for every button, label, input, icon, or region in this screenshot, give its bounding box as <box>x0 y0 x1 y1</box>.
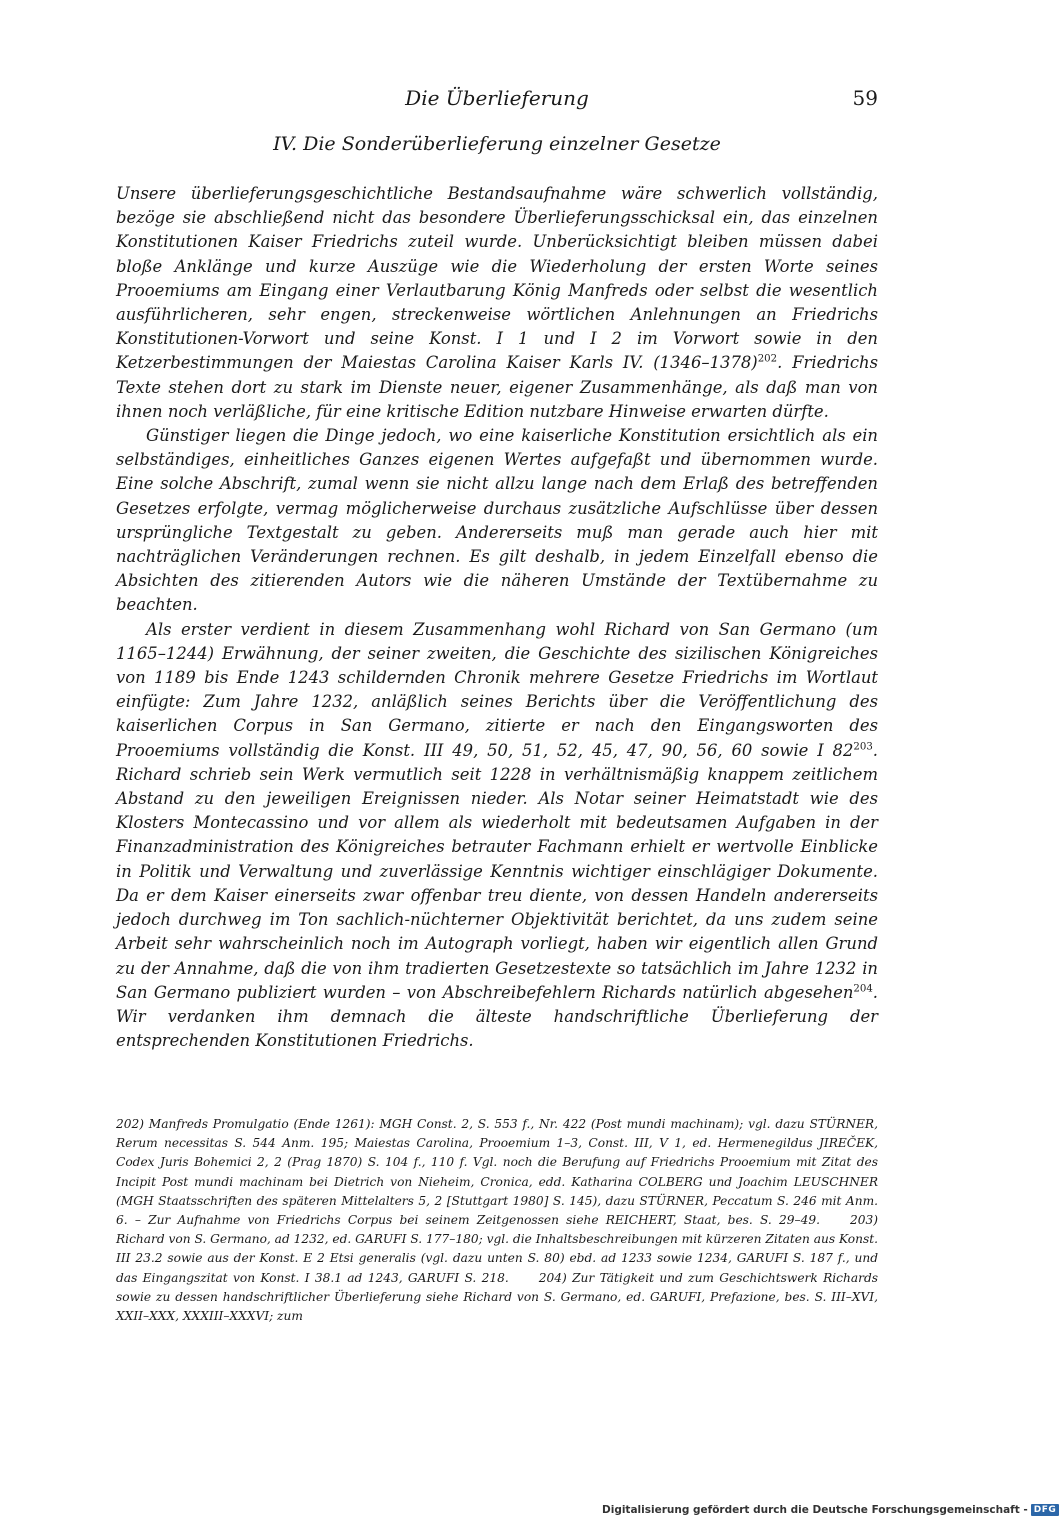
footnote-202: 202) Manfreds Promulgatio (Ende 1261): MGH Const. 2, S. 553 f., Nr. 422 (Post mundi machinam); vgl. dazu STÜRNER, Rerum necessitas S. 544 Anm. 195; Maiestas Carolina, Prooemium 1–3, Const. III, V 1, ed. Hermenegildus JIREČEK, Codex Juris Bohemici 2, 2 (Prag 1870) S. 104 f., 110 f. Vgl. noch die Berufung auf Friedrichs Prooemium mit Zitat des Incipit Post mundi machinam bei Dietrich von Nieheim, Cronica, edd. Katharina COLBERG und Joachim LEUSCHNER (MGH Staatsschriften des späteren Mittelalters 5, 2 [Stuttgart 1980] S. 145), dazu STÜRNER, Peccatum S. 246 mit Anm. 6. – Zur Aufnahme von Friedrichs Corpus bei seinem Zeitgenossen siehe REICHERT, Staat, bes. S. 29–49. <box>116 1117 878 1228</box>
footnote-block <box>116 1115 878 1326</box>
footnote-203: 203) Richard von S. Germano, ad 1232, ed. GARUFI S. 177–180; vgl. die Inhaltsbeschreibungen mit kürzeren Zitaten aus Konst. III 23.2 sowie aus der Konst. E 2 Etsi generalis (vgl. dazu unten S. 80) ebd. ad 1233 sowie 1234, GARUFI S. 187 f., und das Eingangszitat von Konst. I 38.1 ad 1243, GARUFI S. 218. <box>116 1213 878 1285</box>
footnotes <box>116 1115 878 1326</box>
paragraph <box>116 182 878 424</box>
credit-text: Digitalisierung gefördert durch die Deutsche Forschungsgemeinschaft - <box>602 1504 1028 1516</box>
digitization-credit <box>602 1502 1059 1518</box>
footnote-ref: 202 <box>757 353 778 365</box>
paragraph <box>116 618 878 1054</box>
paragraph-text: Als erster verdient in diesem Zusammenhang wohl Richard von San Germano (um 1165–1244) Erwähnung, der seiner zweiten, die Geschichte des sizilischen Königreiches von 1189 bis Ende 1243 schildernden Chronik mehrere Gesetze Friedrichs im Wortlaut einfügte: Zum Jahre 1232, anläßlich seines Berichts über die Veröffentlichung des kaiserlichen Corpus in San Germano, zitierte er nach den Eingangsworten des Prooemiums vollständig die Konst. III 49, 50, 51, 52, 45, 47, 90, 56, 60 sowie I 82 <box>116 619 878 760</box>
paragraph-text: . Richard schrieb sein Werk vermutlich seit 1228 in verhältnismäßig knappem zeitlichem Abstand zu den jeweiligen Ereignissen nieder. Als Notar seiner Heimatstadt wie des Klosters Montecassino und vor allem als wiederholt mit bedeutsamen Aufgaben in der Finanzadministration des Königreiches betrauter Fachmann erhielt er wertvolle Einblicke in Politik und Verwaltung und zuverlässige Kenntnis wichtiger einschlägiger Dokumente. Da er dem Kaiser einerseits zwar offenbar treu diente, von dessen Handeln andererseits jedoch durchweg im Ton sachlich-nüchterner Objektivität berichtet, da uns zudem seine Arbeit sehr wahrscheinlich noch im Autograph vorliegt, haben wir eigentlich allen Grund zu der Annahme, daß die von ihm tradierten Gesetzestexte so tatsächlich im Jahre 1232 in San Germano publiziert wurden – von Abschreibefehlern Richards natürlich abgesehen <box>116 740 878 1002</box>
section-heading: IV. Die Sonderüberlieferung einzelner Gesetze <box>273 133 721 155</box>
page-number: 59 <box>852 86 878 110</box>
running-head <box>116 86 878 116</box>
body-text <box>116 182 878 1053</box>
paragraph <box>116 424 878 618</box>
footnote-ref: 203 <box>853 741 873 753</box>
paragraph-text: Unsere überlieferungsgeschichtliche Bestandsaufnahme wäre schwerlich vollständig, bezöge sie abschließend nicht das besondere Überlieferungsschicksal ein, das einzelnen Konstitutionen Kaiser Friedrichs zuteil wurde. Unberücksichtigt bleiben müssen dabei bloße Anklänge und kurze Auszüge wie die Wiederholung der ersten Worte seines Prooemiums am Eingang einer Verlautbarung König Manfreds oder selbst die wesentlich ausführlicheren, sehr engen, streckenweise wörtlichen Anlehnungen an Friedrichs Konstitutionen-Vorwort und seine Konst. I 1 und I 2 im Vorwort sowie in den Ketzerbestimmungen der Maiestas Carolina Kaiser Karls IV. (1346–1378) <box>116 184 878 373</box>
dfg-logo: DFG <box>1031 1504 1059 1516</box>
paragraph-text: Günstiger liegen die Dinge jedoch, wo eine kaiserliche Konstitution ersichtlich als ein selbständiges, einheitliches Ganzes eigenen Wertes aufgefaßt und übernommen wurde. Eine solche Abschrift, zumal wenn sie nicht allzu lange nach dem Erlaß des betreffenden Gesetzes erfolgte, vermag möglicherweise durchaus zusätzliche Aufschlüsse über dessen ursprüngliche Textgestalt zu geben. Andererseits muß man gerade auch hier mit nachträglichen Veränderungen rechnen. Es gilt deshalb, in jedem Einzelfall ebenso die Absichten des zitierenden Autors wie die näheren Umstände der Textübernahme zu beachten. <box>116 426 878 615</box>
running-title: Die Überlieferung <box>405 86 589 110</box>
footnote-ref: 204 <box>853 983 873 995</box>
footnote-204: 204) Zur Tätigkeit und zum Geschichtswerk Richards sowie zu dessen handschriftlicher Überlieferung siehe Richard von S. Germano, ed. GARUFI, Prefazione, bes. S. III–XVI, XXII–XXX, XXXIII–XXXVI; zum <box>116 1270 878 1324</box>
paragraph-text: . Wir verdanken ihm demnach die älteste handschriftliche Überlieferung der entsprechenden Konstitutionen Friedrichs. <box>116 982 878 1051</box>
paragraph-text: . Friedrichs Texte stehen dort zu stark im Dienste neuer, eigener Zusammenhänge, als daß man von ihnen noch verläßliche, für eine kritische Edition nutzbare Hinweise erwarten dürfte. <box>116 353 878 421</box>
